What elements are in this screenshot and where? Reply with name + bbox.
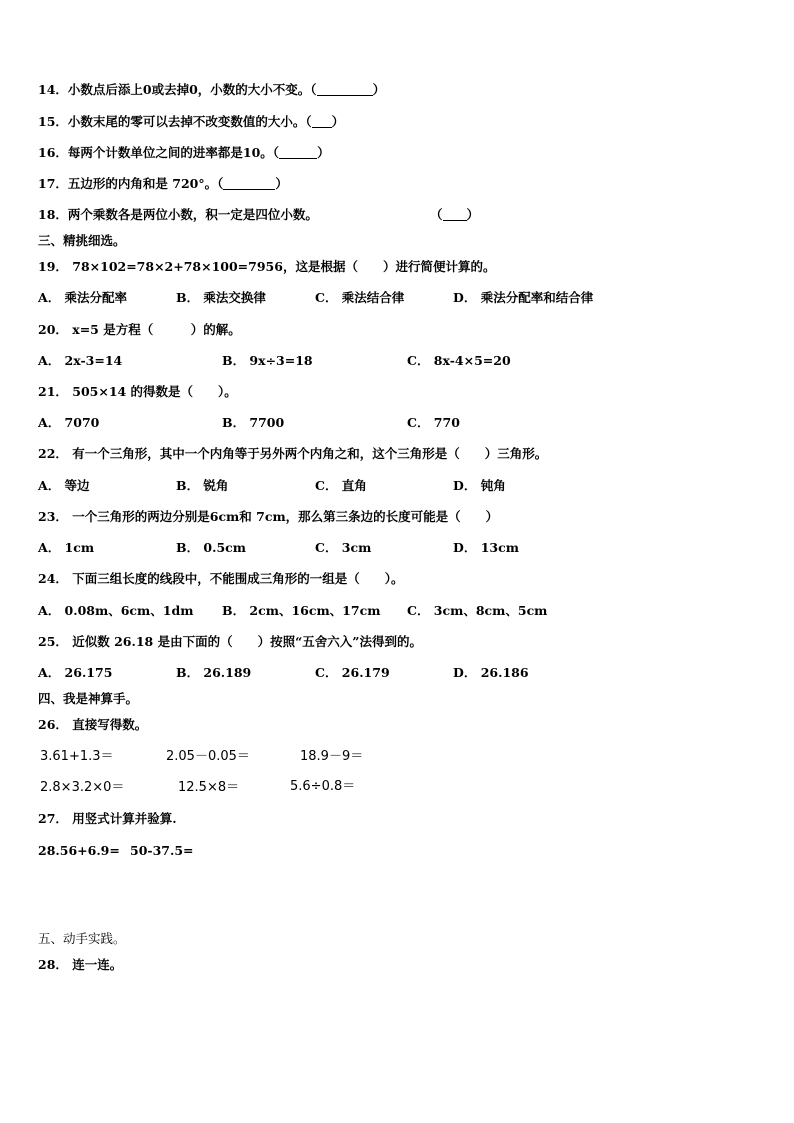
answer-blank[interactable] xyxy=(312,115,332,128)
option-a[interactable]: A． 1cm xyxy=(38,540,95,555)
question-18-answer xyxy=(430,207,479,223)
option-c[interactable]: C． 3cm、8cm、5cm xyxy=(407,603,548,618)
paren-close: ） xyxy=(275,176,288,191)
paren-close: ） xyxy=(466,207,480,222)
question-27: 27． 用竖式计算并验算. xyxy=(38,811,177,826)
calc-item: 12.5×8＝ xyxy=(178,780,240,795)
section-3-heading: 三、精挑细选。 xyxy=(38,233,126,248)
question-number: 14． xyxy=(38,82,68,97)
option-c[interactable]: C． 直角 xyxy=(315,478,367,493)
option-c[interactable]: C． 770 xyxy=(407,415,460,430)
answer-blank[interactable] xyxy=(443,208,467,221)
option-c[interactable]: C． 乘法结合律 xyxy=(315,290,405,305)
section-5-heading: 五、动手实践。 xyxy=(38,931,126,946)
option-b[interactable]: B． 0.5cm xyxy=(176,540,247,555)
question-22: 22． 有一个三角形，其中一个内角等于另外两个内角之和，这个三角形是（ ）三角形。 xyxy=(38,446,548,461)
question-number: 18． xyxy=(38,207,68,222)
answer-blank[interactable] xyxy=(223,177,275,190)
option-a[interactable]: A． 0.08m、6cm、1dm xyxy=(38,603,194,618)
option-b[interactable]: B． 2cm、16cm、17cm xyxy=(222,603,381,618)
option-d[interactable]: D． 13cm xyxy=(453,540,519,555)
option-b[interactable]: B． 7700 xyxy=(222,415,285,430)
paren-close: ） xyxy=(372,82,386,97)
question-18 xyxy=(38,207,318,223)
question-text: 每两个计数单位之间的进率都是10。（ xyxy=(67,145,280,160)
question-number: 16． xyxy=(38,145,68,160)
question-14 xyxy=(38,82,385,98)
option-d[interactable]: D． 乘法分配率和结合律 xyxy=(453,290,594,305)
option-c[interactable]: C． 3cm xyxy=(315,540,372,555)
question-26: 26． 直接写得数。 xyxy=(38,717,148,732)
question-number: 17． xyxy=(38,176,68,191)
calc-item: 2.8×3.2×0＝ xyxy=(40,780,125,795)
question-text: 五边形的内角和是 720°。（ xyxy=(67,176,224,191)
question-text: 两个乘数各是两位小数，积一定是四位小数。 xyxy=(67,207,318,222)
option-c[interactable]: C． 8x-4×5=20 xyxy=(407,353,511,368)
question-19: 19． 78×102=78×2+78×100=7956，这是根据（ ）进行简便计算的。 xyxy=(38,259,496,274)
answer-blank[interactable] xyxy=(279,146,317,159)
option-d[interactable]: D． 钝角 xyxy=(453,478,506,493)
section-4-heading: 四、我是神算手。 xyxy=(38,691,139,706)
question-number: 15． xyxy=(38,114,68,129)
question-21: 21． 505×14 的得数是（ ）。 xyxy=(38,384,237,399)
calc-item: 18.9－9＝ xyxy=(300,749,364,764)
calc-item: 28.56+6.9= xyxy=(38,843,120,858)
question-24: 24． 下面三组长度的线段中，不能围成三角形的一组是（ ）。 xyxy=(38,571,404,586)
option-a[interactable]: A． 乘法分配率 xyxy=(38,290,128,305)
option-b[interactable]: B． 乘法交换律 xyxy=(176,290,266,305)
question-28: 28． 连一连。 xyxy=(38,957,123,972)
option-a[interactable]: A． 等边 xyxy=(38,478,90,493)
option-b[interactable]: B． 9x÷3=18 xyxy=(222,353,313,368)
question-20: 20． x=5 是方程（ ）的解。 xyxy=(38,322,241,337)
option-a[interactable]: A． 7070 xyxy=(38,415,100,430)
question-25: 25． 近似数 26.18 是由下面的（ ）按照“五舍六入”法得到的。 xyxy=(38,634,422,649)
calc-item: 5.6÷0.8＝ xyxy=(290,779,356,794)
question-text: 小数点后添上0或去掉0，小数的大小不变。（ xyxy=(67,82,317,97)
question-17 xyxy=(38,176,288,192)
question-16 xyxy=(38,145,330,161)
option-a[interactable]: A． 2x-3=14 xyxy=(38,353,123,368)
option-a[interactable]: A． 26.175 xyxy=(38,665,113,680)
option-c[interactable]: C． 26.179 xyxy=(315,665,390,680)
option-d[interactable]: D． 26.186 xyxy=(453,665,529,680)
question-text: 小数末尾的零可以去掉不改变数值的大小。（ xyxy=(67,114,312,129)
paren-close: ） xyxy=(331,114,345,129)
calc-item: 2.05－0.05＝ xyxy=(166,749,250,764)
question-15 xyxy=(38,114,344,130)
calc-item: 50-37.5= xyxy=(130,843,194,858)
question-23: 23． 一个三角形的两边分别是6cm和 7cm，那么第三条边的长度可能是（ ） xyxy=(38,509,499,524)
answer-blank[interactable] xyxy=(317,83,373,96)
paren-open: （ xyxy=(430,207,443,222)
option-b[interactable]: B． 26.189 xyxy=(176,665,252,680)
option-b[interactable]: B． 锐角 xyxy=(176,478,229,493)
calc-item: 3.61+1.3＝ xyxy=(40,749,114,764)
paren-close: ） xyxy=(317,145,330,160)
